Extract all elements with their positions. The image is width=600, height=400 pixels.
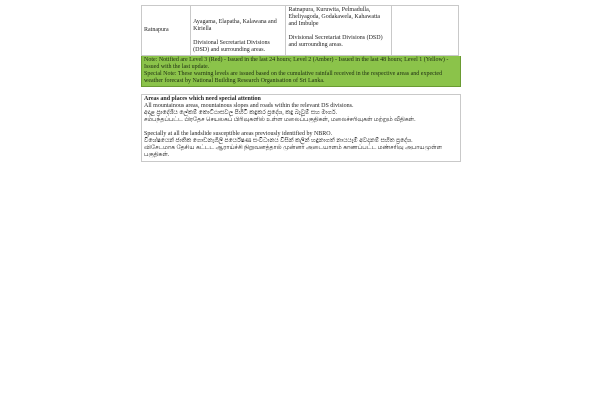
places-b: Ratnapura, Kuruwita, Pelmadulla, Eheliyagoda, Godakawela, Kahawatta and Imbulpe [288, 7, 381, 27]
special-note-line: Special Note: These warning levels are issued based on the cumulative rainfall received in the respective areas and expected weather forecast by National Building Research Organisation of Sri Lanka. [144, 71, 443, 84]
places-a: Ayagama, Elapatha, Kalawana and Kiriella [193, 19, 277, 32]
spacer [288, 28, 388, 35]
table-row [142, 6, 459, 56]
district-cell: Ratnapura [142, 6, 191, 56]
level-cell-b [286, 6, 391, 56]
attention-box [141, 94, 461, 162]
spacer [144, 124, 458, 131]
specially-tamil: விசேடமாக தேசிய கட்டட ஆராய்ச்சி நிறுவனத்தால் முன்னர் அடையாளம் காணப்பட்ட மண்சரிவு அபாயமுள்ள பகுதிகள். [144, 145, 443, 158]
warning-table [141, 5, 459, 56]
divisions-a: Divisional Secretariat Divisions (DSD) and surrounding areas. [193, 40, 270, 53]
warning-sheet [141, 5, 459, 162]
level-cell-c [391, 6, 458, 56]
attention-heading: Areas and places which need special attention [144, 96, 261, 102]
level-cell-a [191, 6, 286, 56]
spacer [193, 33, 283, 40]
specially-sinhala: විශේෂයෙන් ජාතික ගොඩනැගිලි පර්යේෂණ සංවිධානය විසින් කලින් හඳුනාගත් නායයෑම් අවදානම් සහිත ප්‍රදේශ. [144, 138, 413, 144]
attention-tamil: சம்பந்தப்பட்ட பிரதேச செயலகப் பிரிவுகளில் உள்ள மலைப்பகுதிகள், மலைச்சரிவுகள் மற்றும் வீதிகள். [144, 117, 416, 123]
note-bar [141, 56, 461, 87]
attention-english: All mountainous areas, mountainous slopes and roads within the relevant DS divisions. [144, 103, 354, 109]
note-line-1: Note: Notified are Level 3 (Red) - Issued in the last 24 hours; Level 2 (Amber) - Issued in the last 48 hours; Level 1 (Yellow) - Issued with the last update. [144, 57, 449, 70]
attention-sinhala: අදාළ ප්‍රාදේශීය ලේකම් කොට්ඨාසවල පිහිටි කඳුකර ප්‍රදේශ, කඳු බෑවුම් සහ මාර්ග. [144, 110, 338, 116]
divisions-b: Divisional Secretariat Divisions (DSD) and surrounding areas. [288, 35, 383, 48]
specially-english: Specially at all the landslide susceptible areas previously identified by NBRO. [144, 131, 333, 137]
